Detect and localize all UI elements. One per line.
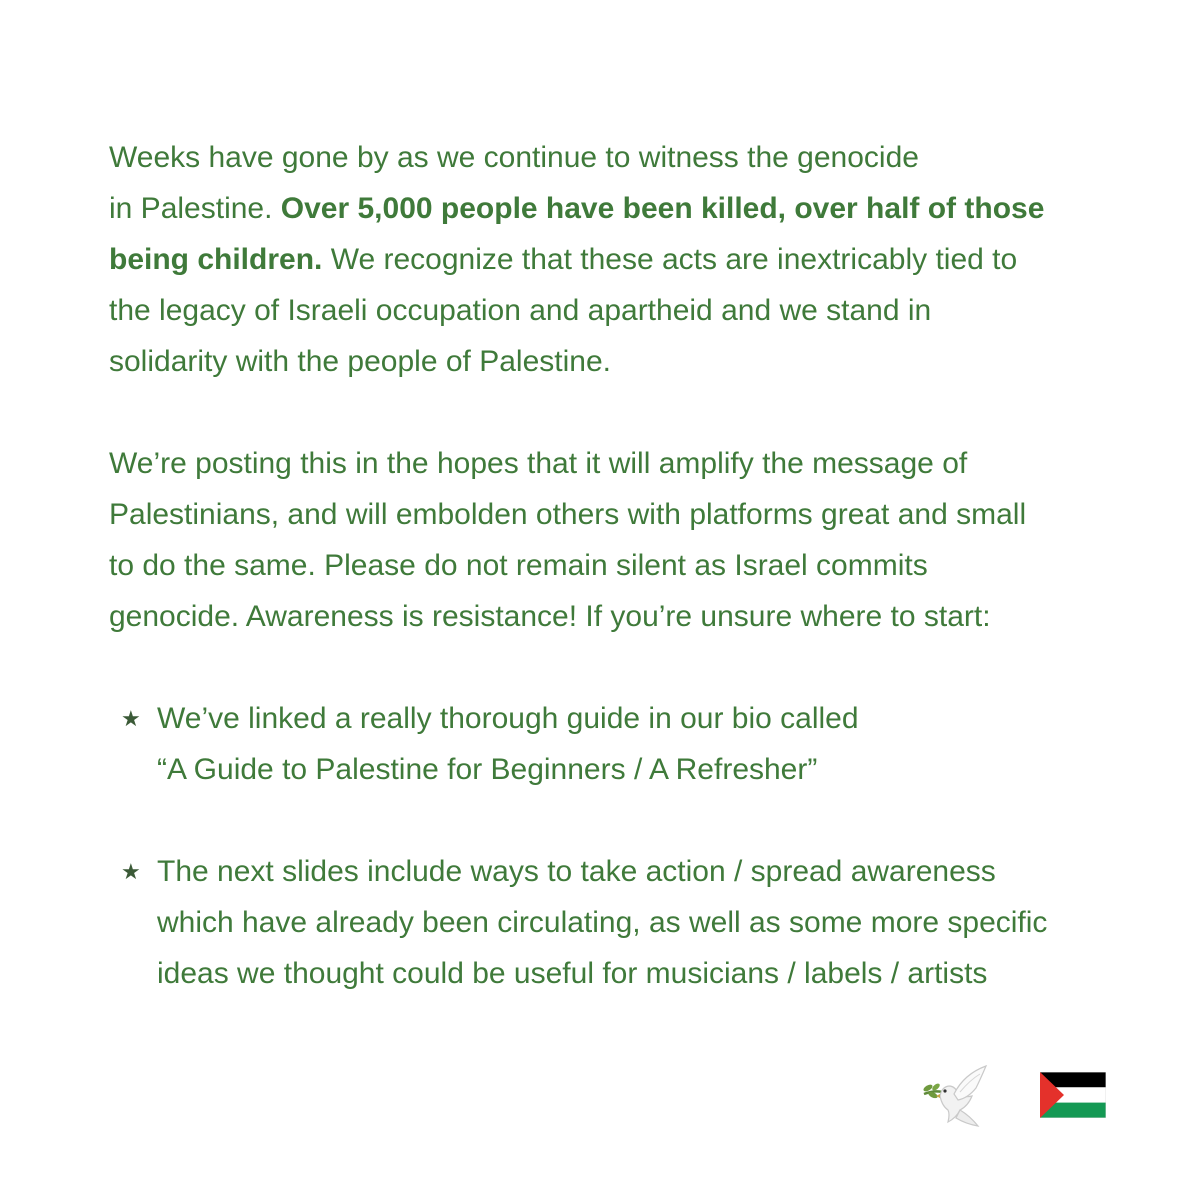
intro-line-4: the legacy of Israeli occupation and apartheid and we stand in — [109, 294, 932, 327]
intro-line-2-text: in Palestine. — [109, 192, 281, 225]
list-item-line: “A Guide to Palestine for Beginners / A Refresher” — [157, 753, 818, 786]
text-content — [109, 132, 1139, 999]
dove-icon — [920, 1060, 992, 1132]
intro-line-3 — [109, 234, 1139, 285]
list-item-line: which have already been circulating, as well as some more specific — [157, 906, 1048, 939]
casualty-statement-end: being children. — [109, 243, 323, 276]
list-item — [109, 693, 1139, 795]
intro-line-2 — [109, 183, 1139, 234]
intro-line-1: Weeks have gone by as we continue to witness the genocide — [109, 141, 919, 174]
star-icon: ★ — [121, 706, 141, 731]
cta-line-3: to do the same. Please do not remain silent as Israel commits — [109, 549, 928, 582]
cta-line-4: genocide. Awareness is resistance! If you’re unsure where to start: — [109, 600, 991, 633]
cta-line-1: We’re posting this in the hopes that it will amplify the message of — [109, 447, 968, 480]
intro-line-5: solidarity with the people of Palestine. — [109, 345, 611, 378]
list-item-line: We’ve linked a really thorough guide in our bio called — [157, 702, 859, 735]
star-icon: ★ — [121, 859, 141, 884]
cta-line-2: Palestinians, and will embolden others with platforms great and small — [109, 498, 1027, 531]
palestine-flag-icon — [1040, 1072, 1106, 1118]
intro-paragraph — [109, 132, 1139, 387]
list-item-line: The next slides include ways to take action / spread awareness — [157, 855, 996, 888]
emoji-row — [920, 1060, 1110, 1130]
intro-line-3-text: We recognize that these acts are inextricably tied to — [322, 243, 1018, 276]
list-item — [109, 846, 1139, 999]
list-item-line: ideas we thought could be useful for musicians / labels / artists — [157, 957, 988, 990]
resource-list — [109, 693, 1139, 999]
call-to-action-paragraph — [109, 438, 1139, 642]
casualty-statement: Over 5,000 people have been killed, over half of those — [280, 192, 1045, 225]
